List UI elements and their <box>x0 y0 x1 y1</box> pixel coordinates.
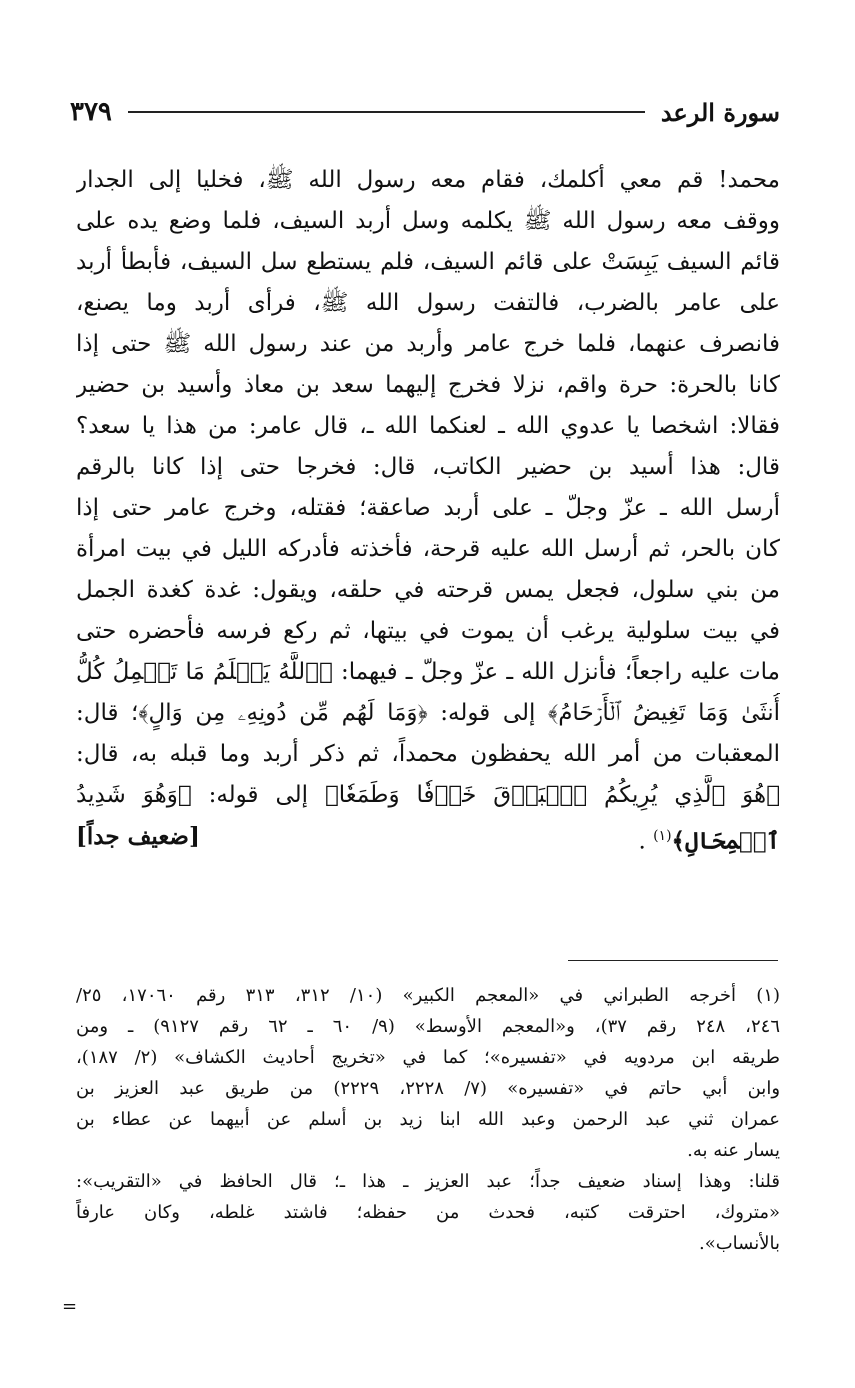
text-line: ووقف معه رسول الله ﷺ يكلمه وسل أربد السيف، فلما وضع يده على <box>76 208 780 234</box>
sura-title: سورة الرعد <box>660 97 780 127</box>
text-line: كان بالحر، ثم أرسل الله عليه قرحة، فأخذته فأدركه الليل في بيت امرأة <box>76 536 780 562</box>
page-number: ٣٧٩ <box>70 97 112 127</box>
page-header <box>70 92 780 132</box>
footnote-line: ٢٤٦، ٢٤٨ رقم ٣٧)، و«المعجم الأوسط» (٩/ ٦٠ ـ ٦٢ رقم ٩١٢٧) ـ ومن <box>76 1016 780 1037</box>
footnote-line: وابن أبي حاتم في «تفسيره» (٧/ ٢٢٢٨، ٢٢٢٩) من طريق عبد العزيز بن <box>76 1078 780 1099</box>
text-line: قائم السيف يَبِسَتْ على قائم السيف، فلم يستطع سل السيف، فأبطأ أربد <box>76 249 780 275</box>
text-line: قال: هذا أسيد بن حضير الكاتب، قال: فخرجا حتى إذا كانا بالرقم <box>76 454 780 480</box>
footnote-line: قلنا: وهذا إسناد ضعيف جداً؛ عبد العزيز ـ هذا ـ؛ قال الحافظ في «التقريب»: <box>76 1171 780 1192</box>
main-text <box>76 160 780 863</box>
text-line-last: ٱلۡمِحَالِ﴾$^{(١)}$ . [ضعيف جداً] <box>76 816 780 863</box>
text-line: محمد! قم معي أكلمك، فقام معه رسول الله ﷺ، فخليا إلى الجدار <box>76 167 780 193</box>
text-line: في بيت سلولية يرغب أن يموت في بيتها، ثم ركع فرسه فأحضره حتى <box>76 618 780 644</box>
text-line: المعقبات من أمر الله يحفظون محمداً، ثم ذكر أربد وما قبله به، قال: <box>76 741 780 767</box>
header-rule <box>128 111 645 113</box>
text-line: فقالا: اشخصا يا عدوي الله ـ لعنكما الله ـ، قال عامر: من هذا يا سعد؟ <box>76 413 780 439</box>
text-line: أرسل الله ـ عزّ وجلّ ـ على أربد صاعقة؛ فقتله، وخرج عامر حتى إذا <box>76 495 780 521</box>
text-line: أُنثَىٰ وَمَا تَغِيضُ ٱلۡأَرۡحَامُ﴾ إلى قوله: ﴿وَمَا لَهُم مِّن دُونِهِۦ مِن وَالٍ﴾؛ قال: <box>76 700 780 726</box>
verse-end: ٱلۡمِحَالِ﴾ <box>671 827 780 855</box>
footnote-line: طريقه ابن مردويه في «تفسيره»؛ كما في «تخريج أحاديث الكشاف» (٢/ ١٨٧)، <box>76 1047 780 1068</box>
footnote-line: بالأنساب». <box>699 1233 780 1254</box>
text-line: من بني سلول، فجعل يمس قرحته في حلقه، ويقول: غدة كغدة الجمل <box>76 577 780 603</box>
text-line: كانا بالحرة: حرة واقم، نزلا فخرج إليهما سعد بن معاذ وأسيد بن حضير <box>76 372 780 398</box>
footnote-line: «متروك، احترقت كتبه، فحدث من حفظه؛ فاشتد غلطه، وكان عارفاً <box>76 1202 780 1223</box>
hadith-grading: [ضعيف جداً] <box>76 823 200 850</box>
continuation-mark: = <box>62 1296 78 1317</box>
text-line: ﴿هُوَ ٱلَّذِي يُرِيكُمُ ٱلۡبَرۡقَ خَوۡفٗا وَطَمَعٗا﴾ إلى قوله: ﴿وَهُوَ شَدِيدُ <box>76 782 780 808</box>
footnote-line: (١) أخرجه الطبراني في «المعجم الكبير» (١٠/ ٣١٢، ٣١٣ رقم ١٧٠٦٠، ٢٥/ <box>76 985 780 1006</box>
footnote-ref: (١) <box>653 828 672 844</box>
footnote-separator <box>568 960 778 961</box>
text-line: فانصرف عنهما، فلما خرج عامر وأربد من عند رسول الله ﷺ حتى إذا <box>76 331 780 357</box>
footnote-line: عمران ثني عبد الرحمن وعبد الله ابنا زيد بن أسلم عن أبيهما عن عطاء بن <box>76 1109 780 1130</box>
text-line: مات عليه راجعاً؛ فأنزل الله ـ عزّ وجلّ ـ فيهما: ﴿ٱللَّهُ يَعۡلَمُ مَا تَحۡمِلُ كُلُّ <box>76 659 780 685</box>
footnotes <box>76 980 780 1259</box>
text-line: على عامر بالضرب، فالتفت رسول الله ﷺ، فرأى أربد وما يصنع، <box>76 290 780 316</box>
footnote-line: يسار عنه به. <box>687 1140 780 1161</box>
